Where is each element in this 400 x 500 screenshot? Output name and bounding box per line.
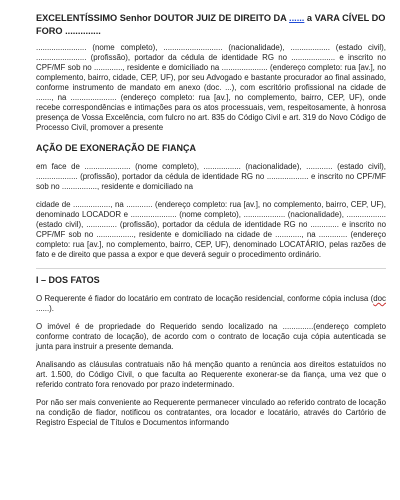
facts-p1-text-start: O Requerente é fiador do locatário em contrato de locação residencial, conforme cópia inclusa ( [36, 294, 374, 303]
petition-heading [36, 12, 386, 37]
facts-paragraph-3: Analisando as cláusulas contratuais não há menção quanto a renúncia aos direitos estatuídos no art. 1.500, do Código Civil, o que faculta ao Requerente exonerar-se da fiança, uma vez que o referido contrato fora renovado por prazo indeterminado. [36, 360, 386, 389]
facts-p1-text-end: ......). [36, 304, 54, 313]
heading-text-end: a VARA CÍVEL DO FORO .............. [36, 13, 386, 36]
defendant-paragraph-1: em face de ..................... (nome completo), ................. (nacionalidade), ............ (estado civil), ................... (profissão), portador da cédula de identidade RG no ................... e inscrito no CPF/MF sob no ................, residente e domiciliado na [36, 162, 386, 191]
facts-title: I – DOS FATOS [36, 275, 100, 285]
facts-paragraph-1 [36, 294, 386, 314]
plaintiff-qualification-paragraph: ....................... (nome completo), ........................... (nacionalidade), .................. (estado civil), ....................... (profissão), portador da cédula de identidade RG no .................... e inscrito no CPF/MF sob no ............., residente e domiciliado na ..................... (endereço completo: rua [av.], no complemento, bairro, cidade, CEP, UF), por seu Advogado e bastante procurador ao final assinado, conforme instrumento de mandato em anexo (doc. ...), com escritório profissional na cidade de ......., na ..................... (endereço completo: rua [av.], no complemento, bairro, CEP, UF), onde recebe correspondências e intimações para os atos processuais, vem, respeitosamente, à honrosa presença de Vossa Excelência, com fulcro no art. 835 do Código Civil e art. 319 do Novo Código de Processo Civil, promover a presente [36, 43, 386, 132]
section-divider [36, 268, 386, 269]
defendant-paragraph-2: cidade de ................., na ............ (endereço completo: rua [av.], no complemento, bairro, CEP, UF), denominado LOCADOR e ..................... (nome completo), ................... (nacionalidade), .................. (estado civil), .............. (profissão), portador da cédula de identidade RG no ............. e inscrito no CPF/MF sob no ................., residente e domiciliado na cidade de ............, na ............. (endereço completo: rua [av.], no complemento, bairro, CEP, UF), denominado LOCATÁRIO, pelas razões de fato e de direito que passa a expor e que deverá seguir o procedimento ordinário. [36, 200, 386, 259]
heading-text-start: EXCELENTÍSSIMO Senhor DOUTOR JUIZ DE DIREITO DA [36, 13, 290, 23]
facts-paragraph-2: O imóvel é de propriedade do Requerido sendo localizado na ..............(endereço completo conforme contrato de locação), de acordo com o contrato de locação cuja cópia autenticada se junta para instruir a presente demanda. [36, 322, 386, 351]
facts-paragraph-4: Por não ser mais conveniente ao Requerente permanecer vinculado ao referido contrato de locação na condição de fiador, notificou os contratantes, ora locador e locatário, através do Cartório de Registro Especial de Títulos e Documentos informando [36, 398, 386, 427]
court-number-blank: ...... [289, 13, 305, 23]
action-title: AÇÃO DE EXONERAÇÃO DE FIANÇA [36, 143, 197, 153]
doc-reference: doc [373, 294, 386, 303]
